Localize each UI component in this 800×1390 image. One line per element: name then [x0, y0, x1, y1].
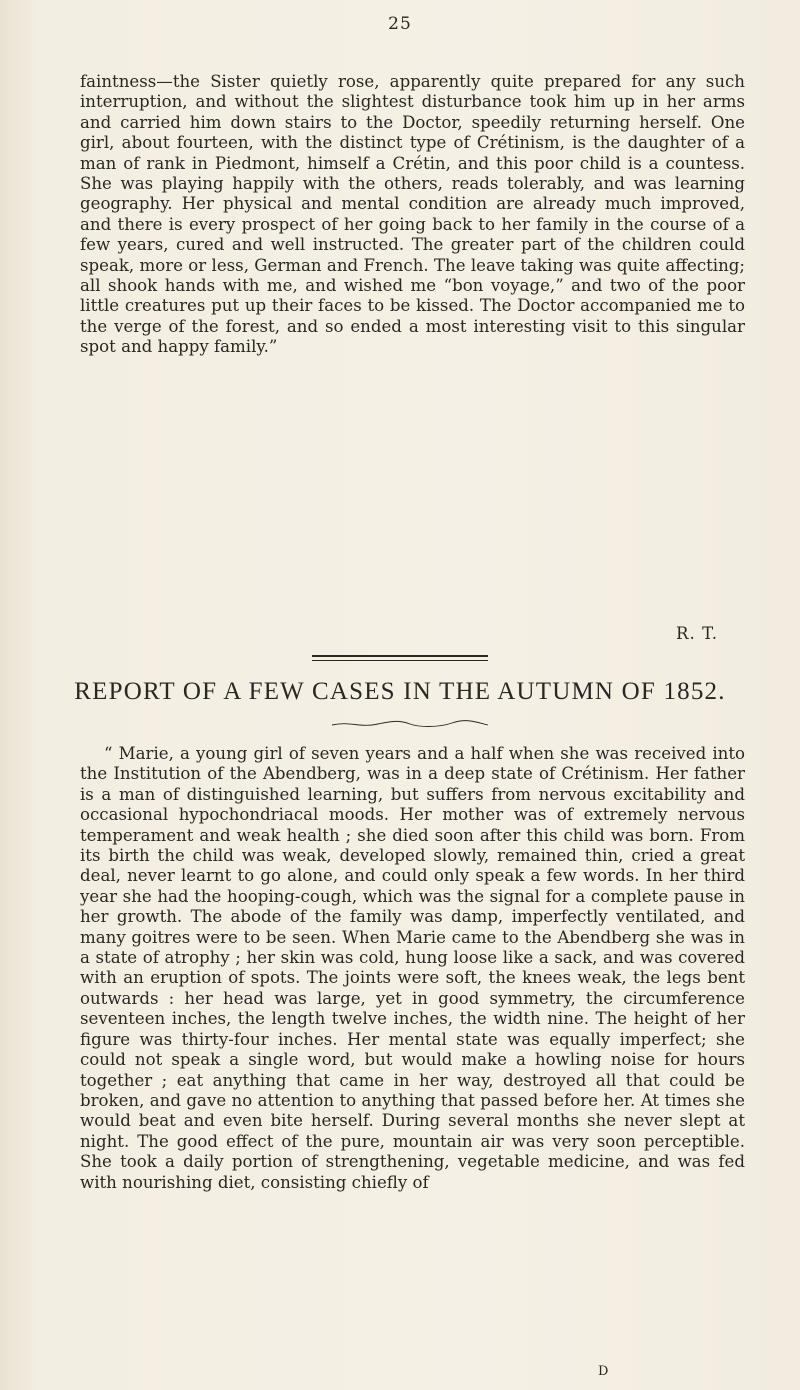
body-paragraph-continued: faintness—the Sister quietly rose, apparently quite prepared for any such interruption, and without the slightest disturbance took him up in her arms and carried him down stairs to the Doctor, speedily returning herself. One girl, about fourteen, with the distinct type of Crétinism, is the daughter of a man of rank in Piedmont, himself a Crétin, and this poor child is a countess. She was playing happily with the others, reads tolerably, and was learning geography. Her physical and mental condition are already much improved, and there is every prospect of her going back to her family in the course of a few years, cured and well instructed. The greater part of the children could speak, more or less, German and French. The leave taking was quite affecting; all shook hands with me, and wished me “bon voyage,” and two of the poor little creatures put up their faces to be kissed. The Doctor accompanied me to the verge of the forest, and so ended a most interesting visit to this singular spot and happy family.”	[80, 72, 745, 357]
section-divider-rule	[312, 655, 488, 657]
body-paragraph-report: “ Marie, a young girl of seven years and a half when she was received into the Institution of the Abendberg, was in a deep state of Crétinism. Her father is a man of distinguished learning, but suffers from nervous excitability and occasional hypochondriacal moods. Her mother was of extremely nervous temperament and weak health ; she died soon after this child was born. From its birth the child was weak, developed slowly, remained thin, cried a great deal, never learnt to go alone, and could only speak a few words. In her third year she had the hooping-cough, which was the signal for a complete pause in her growth. The abode of the family was damp, imperfectly ventilated, and many goitres were to be seen. When Marie came to the Abendberg she was in a state of atrophy ; her skin was cold, hung loose like a sack, and was covered with an eruption of spots. The joints were soft, the knees weak, the legs bent outwards : her head was large, yet in good symmetry, the circumference seventeen inches, the length twelve inches, the width nine. The height of her figure was thirty-four inches. Her mental state was equally imperfect; she could not speak a single word, but would make a howling noise for hours together ; eat anything that came in her way, destroyed all that could be broken, and gave no attention to anything that passed before her. At times she would beat and even bite herself. During several months she never slept at night. The good effect of the pure, mountain air was very soon perceptible. She took a daily portion of strengthening, vegetable medicine, and was fed with nourishing diet, consisting chiefly of	[80, 744, 745, 1192]
heading-ornament-flourish	[330, 718, 490, 730]
signature-mark: D	[598, 1364, 609, 1379]
section-heading: REPORT OF A FEW CASES IN THE AUTUMN OF 1852.	[74, 678, 726, 705]
page-number: 25	[388, 14, 412, 34]
author-signature: R. T.	[676, 624, 718, 643]
